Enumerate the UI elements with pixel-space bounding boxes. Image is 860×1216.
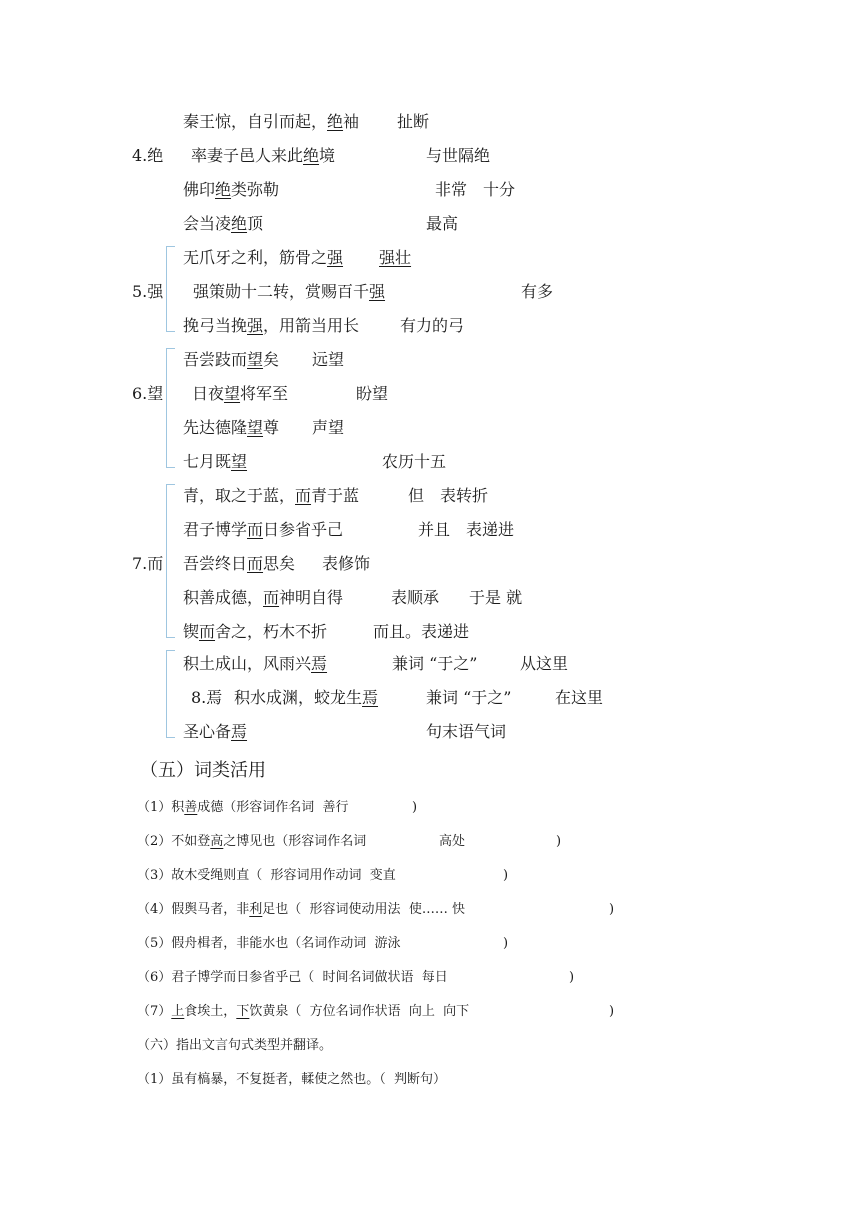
jue-example-3: 会当凌绝顶 bbox=[183, 214, 264, 233]
jue-meaning-3: 最高 bbox=[426, 214, 459, 233]
wang-example-2: 日夜望将军至 bbox=[192, 384, 289, 403]
wang-label: 6.望 bbox=[132, 384, 164, 403]
yan-meaning-1b: 从这里 bbox=[520, 654, 569, 673]
wang-meaning-3: 声望 bbox=[312, 418, 345, 437]
jue-meaning-2: 非常 十分 bbox=[435, 180, 516, 199]
s5-item-7: （7）上食埃土，下饮黄泉（ 方位名词作状语 向上 向下 bbox=[137, 1004, 470, 1019]
er-label: 7.而 bbox=[132, 554, 164, 573]
s6-item-1: （1）虽有槁暴，不复挺者，輮使之然也。（ 判断句） bbox=[137, 1072, 447, 1087]
jue-meaning-1: 与世隔绝 bbox=[426, 146, 491, 165]
jue-example-2: 佛印绝类弥勒 bbox=[183, 180, 280, 199]
s5-item-1: （1）积善成德（形容词作名词 善行 bbox=[137, 800, 349, 815]
s5-item-5: （5）假舟楫者，非能水也（名词作动词 游泳 bbox=[137, 936, 401, 951]
yan-example-3: 圣心备焉 bbox=[183, 722, 248, 741]
yan-bracket bbox=[166, 650, 175, 738]
yan-example-1: 积土成山，风雨兴焉 bbox=[183, 654, 328, 673]
er-example-1: 青，取之于蓝，而青于蓝 bbox=[183, 486, 360, 505]
qiang-label: 5.强 bbox=[132, 282, 164, 301]
yan-label: 8.焉 bbox=[191, 688, 223, 707]
qiang-example-1: 无爪牙之利，筋骨之强 强壮 bbox=[183, 248, 412, 267]
s5-item-1-close: ) bbox=[412, 800, 418, 815]
qiang-example-2: 强策勋十二转，赏赐百千强 bbox=[193, 282, 386, 301]
qiang-bracket bbox=[166, 246, 175, 332]
jue-example-0: 秦王惊，自引而起，绝袖 bbox=[183, 112, 360, 131]
wang-example-4: 七月既望 bbox=[183, 452, 248, 471]
yan-meaning-2b: 在这里 bbox=[555, 688, 604, 707]
er-meaning-4b: 于是 就 bbox=[469, 588, 523, 607]
wang-example-1: 吾尝跂而望矣 bbox=[183, 350, 280, 369]
jue-example-1: 率妻子邑人来此绝境 bbox=[191, 146, 336, 165]
er-example-5: 锲而舍之，朽木不折 bbox=[183, 622, 328, 641]
qiang-example-3: 挽弓当挽强，用箭当用长 bbox=[183, 316, 360, 335]
s5-item-5-close: ) bbox=[503, 936, 509, 951]
jue-meaning-0: 扯断 bbox=[397, 112, 430, 131]
s5-item-7-close: ) bbox=[609, 1004, 615, 1019]
er-example-4: 积善成德，而神明自得 bbox=[183, 588, 344, 607]
wang-meaning-2: 盼望 bbox=[356, 384, 389, 403]
yan-example-2: 积水成渊，蛟龙生焉 bbox=[234, 688, 379, 707]
s5-item-2-meaning: 高处 bbox=[439, 834, 466, 849]
yan-meaning-2a: 兼词 “于之” bbox=[426, 688, 512, 707]
yan-meaning-1a: 兼词 “于之” bbox=[392, 654, 478, 673]
s5-item-2: （2）不如登高之博见也（形容词作名词 bbox=[137, 834, 367, 849]
wang-meaning-4: 农历十五 bbox=[382, 452, 447, 471]
wang-example-3: 先达德隆望尊 bbox=[183, 418, 280, 437]
wang-bracket bbox=[166, 348, 175, 468]
section-6-title: （六）指出文言句式类型并翻译。 bbox=[137, 1038, 333, 1053]
jue-label: 4.绝 bbox=[132, 146, 164, 165]
er-meaning-2: 并且 表递进 bbox=[418, 520, 515, 539]
qiang-meaning-3: 有力的弓 bbox=[400, 316, 465, 335]
wang-meaning-1: 远望 bbox=[312, 350, 345, 369]
er-meaning-4a: 表顺承 bbox=[391, 588, 440, 607]
section-5-title: （五）词类活用 bbox=[140, 760, 266, 781]
er-meaning-5: 而且。表递进 bbox=[373, 622, 470, 641]
er-example-3: 吾尝终日而思矣 bbox=[183, 554, 296, 573]
qiang-meaning-2: 有多 bbox=[521, 282, 554, 301]
s5-item-2-close: ) bbox=[556, 834, 562, 849]
s5-item-3-close: ) bbox=[503, 868, 509, 883]
s5-item-3: （3）故木受绳则直（ 形容词用作动词 变直 bbox=[137, 868, 396, 883]
yan-meaning-3: 句末语气词 bbox=[426, 722, 507, 741]
s5-item-6: （6）君子博学而日参省乎己（ 时间名词做状语 每日 bbox=[137, 970, 448, 985]
s5-item-4: （4）假舆马者，非利足也（ 形容词使动用法 使…… 快 bbox=[137, 902, 465, 917]
er-meaning-3: 表修饰 bbox=[322, 554, 371, 573]
er-bracket bbox=[166, 484, 175, 638]
er-meaning-1: 但 表转折 bbox=[408, 486, 489, 505]
s5-item-4-close: ) bbox=[609, 902, 615, 917]
s5-item-6-close: ) bbox=[569, 970, 575, 985]
er-example-2: 君子博学而日参省乎己 bbox=[183, 520, 344, 539]
